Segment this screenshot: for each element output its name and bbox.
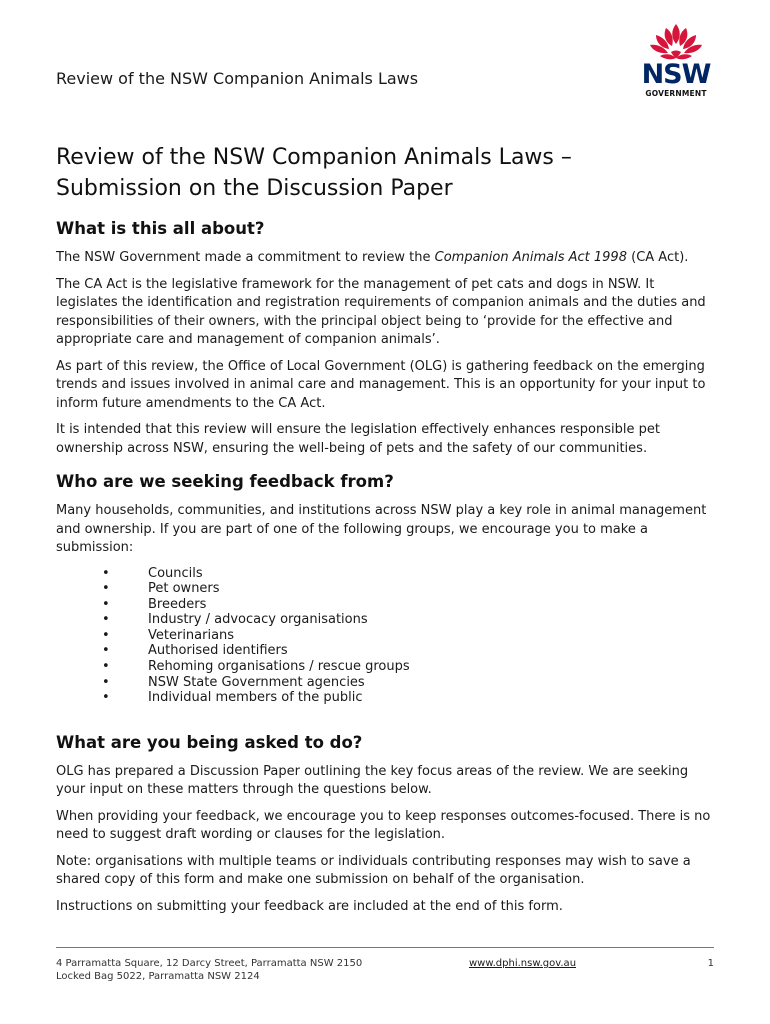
waratah-icon xyxy=(638,22,714,62)
stakeholder-list xyxy=(56,566,720,706)
section-heading-feedback: Who are we seeking feedback from? xyxy=(56,472,394,491)
document-title xyxy=(56,142,720,204)
list-item: • Individual members of the public xyxy=(56,690,720,706)
section-heading-asked: What are you being asked to do? xyxy=(56,732,363,752)
main-content xyxy=(56,142,720,924)
paragraph xyxy=(56,249,720,268)
title-line-1: Review of the NSW Companion Animals Laws – xyxy=(56,145,572,170)
footer-address-line-1: 4 Parramatta Square, 12 Darcy Street, Parramatta NSW 2150 xyxy=(56,958,363,969)
list-item: • Veterinarians xyxy=(56,628,720,644)
footer-address-line-2: Locked Bag 5022, Parramatta NSW 2124 xyxy=(56,971,260,982)
paragraph: When providing your feedback, we encourage you to keep responses outcomes-focused. There is no need to suggest draft wording or clauses for the legislation. xyxy=(56,808,711,843)
paragraph: It is intended that this review will ensure the legislation effectively enhances responsible pet ownership across NSW, ensuring the well-being of pets and the safety of our communities. xyxy=(56,422,660,456)
list-item: • Councils xyxy=(56,566,720,582)
paragraph: As part of this review, the Office of Local Government (OLG) is gathering feedback on the emerging trends and issues involved in animal care and management. This is an opportunity for your input to inform future amendments to the CA Act. xyxy=(56,358,706,411)
list-item: • Industry / advocacy organisations xyxy=(56,612,720,628)
paragraph: Instructions on submitting your feedback are included at the end of this form. xyxy=(56,898,563,914)
list-item: • Authorised identifiers xyxy=(56,643,720,659)
title-line-2: Submission on the Discussion Paper xyxy=(56,176,453,201)
nsw-government-logo xyxy=(638,22,714,102)
paragraph: The CA Act is the legislative framework for the management of pet cats and dogs in NSW. It legislates the identification and registration requirements of companion animals and the duties and responsibilities of their owners, with the principal object being to ‘provide for the effective and appropriate care and management of companion animals’. xyxy=(56,276,706,347)
list-item: • NSW State Government agencies xyxy=(56,675,720,691)
footer-address xyxy=(56,957,362,983)
list-item: • Breeders xyxy=(56,597,720,613)
logo-subtext: GOVERNMENT xyxy=(645,89,707,98)
website-link[interactable]: www.dphi.nsw.gov.au xyxy=(469,958,577,969)
paragraph-text: The NSW Government made a commitment to review the xyxy=(56,250,435,265)
footer-divider xyxy=(56,947,714,948)
page-number: 1 xyxy=(707,958,714,969)
paragraph: OLG has prepared a Discussion Paper outlining the key focus areas of the review. We are seeking your input on these matters through the questions below. xyxy=(56,763,689,798)
paragraph: Note: organisations with multiple teams or individuals contributing responses may wish to save a shared copy of this form and make one submission on behalf of the organisation. xyxy=(56,853,691,888)
list-item: • Rehoming organisations / rescue groups xyxy=(56,659,720,675)
paragraph: Many households, communities, and institutions across NSW play a key role in animal management and ownership. If you are part of one of the following groups, we encourage you to make a submission: xyxy=(56,503,707,555)
paragraph-text: (CA Act). xyxy=(626,250,689,265)
act-title: Companion Animals Act 1998 xyxy=(434,250,627,265)
logo-wordmark: NSW xyxy=(641,59,711,90)
list-item: • Pet owners xyxy=(56,581,720,597)
section-heading-about: What is this all about? xyxy=(56,219,265,238)
running-header: Review of the NSW Companion Animals Laws xyxy=(56,69,419,88)
